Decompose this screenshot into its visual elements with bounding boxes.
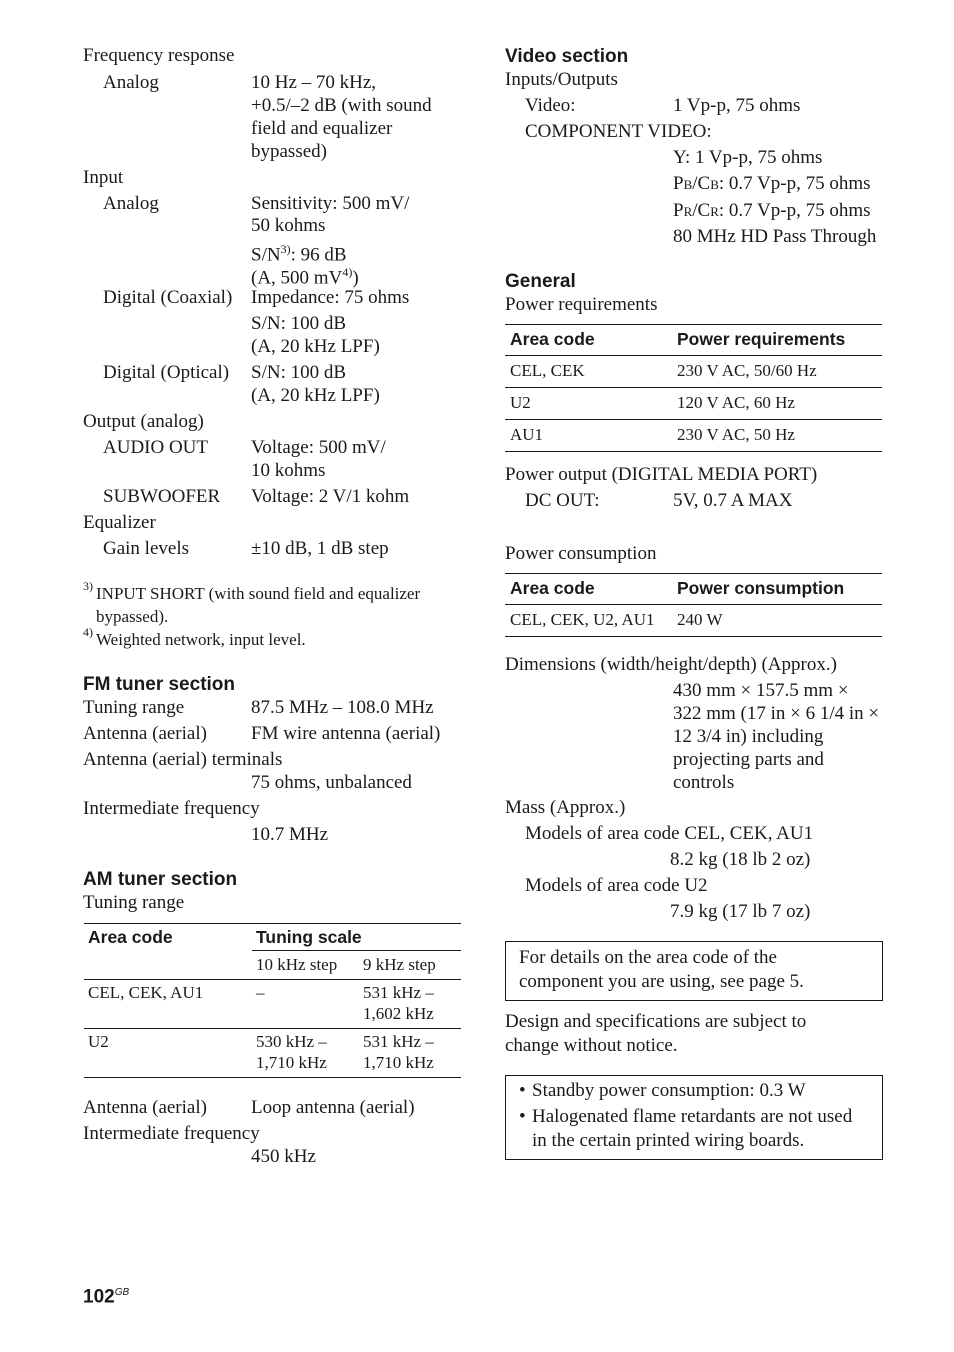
design-note-line-2: change without notice. (505, 1035, 678, 1056)
footnote-3-line-2: bypassed). (96, 607, 169, 626)
power-table-top-rule (505, 324, 882, 325)
freq-analog-value-3: field and equalizer (251, 118, 393, 139)
power-output-label: Power output (DIGITAL MEDIA PORT) (505, 464, 818, 485)
am-tuner-heading: AM tuner section (83, 869, 238, 890)
power-table-row-rule-2 (505, 419, 882, 420)
dc-out-value: 5V, 0.7 A MAX (673, 490, 793, 511)
input-coax-value-2: S/N: 100 dB (251, 313, 347, 334)
am-tuning-range-label: Tuning range (83, 892, 185, 913)
power-table-header-area: Area code (510, 329, 595, 349)
power-table-row-3-value: 230 V AC, 50 Hz (677, 425, 795, 444)
power-table-row-2-value: 120 V AC, 60 Hz (677, 393, 795, 412)
standby-item-2-line-2: in the certain printed wiring boards. (532, 1130, 805, 1151)
fm-if-label: Intermediate frequency (83, 798, 260, 819)
consumption-table-row-1-area: CEL, CEK, U2, AU1 (510, 610, 655, 629)
input-coax-label: Digital (Coaxial) (103, 287, 233, 308)
dimensions-label: Dimensions (width/height/depth) (Approx.) (505, 654, 837, 675)
input-sensitivity-1: Sensitivity: 500 mV/ (251, 193, 410, 214)
am-table-row-2-area: U2 (88, 1032, 109, 1051)
power-table-row-2-area: U2 (510, 393, 531, 412)
mass-models-2-value: 7.9 kg (17 lb 7 oz) (670, 901, 811, 922)
freq-response-label: Frequency response (83, 45, 235, 66)
footnote-ref-3: 3) (280, 242, 291, 256)
am-table-row-2-9khz-2: 1,710 kHz (363, 1053, 434, 1072)
footnote-3-line-1: INPUT SHORT (with sound field and equalizer (96, 584, 421, 603)
consumption-table-header-value: Power consumption (677, 578, 845, 598)
power-table-row-3-area: AU1 (510, 425, 544, 444)
fm-tuning-range-value: 87.5 MHz – 108.0 MHz (251, 697, 434, 718)
am-antenna-label: Antenna (aerial) (83, 1097, 207, 1118)
am-table-sub-rule (252, 950, 461, 951)
mass-models-2-label: Models of area code U2 (525, 875, 708, 896)
input-analog-label: Analog (103, 193, 159, 214)
dimensions-value-3: 12 3/4 in) including (673, 726, 824, 747)
mass-models-1-value: 8.2 kg (18 lb 2 oz) (670, 849, 811, 870)
audio-out-value-1: Voltage: 500 mV/ (251, 437, 386, 458)
input-sn: $S/N^{3)}$: 96 dB (251, 242, 347, 266)
power-requirements-label: Power requirements (505, 294, 658, 315)
mass-label: Mass (Approx.) (505, 797, 626, 818)
freq-analog-value-1: 10 Hz – 70 kHz, (251, 72, 377, 93)
input-coax-value-3: (A, 20 kHz LPF) (251, 336, 380, 357)
am-table-row-2-10khz-1: 530 kHz – (256, 1032, 327, 1051)
page-number-value: 102 (83, 1286, 115, 1308)
footnote-3-mark: 3) (83, 579, 93, 593)
am-table-row-1-9khz-1: 531 kHz – (363, 983, 434, 1002)
power-consumption-label: Power consumption (505, 543, 657, 564)
mass-models-1-label: Models of area code CEL, CEK, AU1 (525, 823, 814, 844)
consumption-table-bottom-rule (505, 636, 882, 637)
power-table-bottom-rule (505, 451, 882, 452)
input-sensitivity-2: 50 kohms (251, 215, 326, 236)
dimensions-value-1: 430 mm × 157.5 mm × (673, 680, 849, 701)
am-table-row-1-area: CEL, CEK, AU1 (88, 983, 204, 1002)
standby-item-1: Standby power consumption: 0.3 W (532, 1080, 806, 1101)
fm-if-value: 10.7 MHz (251, 824, 329, 845)
page-number-suffix: GB (114, 1287, 130, 1298)
fm-antenna-value: FM wire antenna (aerial) (251, 723, 441, 744)
gain-levels-value: ±10 dB, 1 dB step (251, 538, 389, 559)
area-code-note-line-1: For details on the area code of the (519, 947, 777, 968)
input-coax-value-1: Impedance: 75 ohms (251, 287, 410, 308)
input-optical-value-1: S/N: 100 dB (251, 362, 347, 383)
dc-out-label: DC OUT: (525, 490, 600, 511)
am-if-label: Intermediate frequency (83, 1123, 260, 1144)
am-table-row-1-10khz: – (256, 983, 265, 1002)
component-pr-value: PR/CR: 0.7 Vp-p, 75 ohms (673, 200, 871, 221)
am-table-header-rule (84, 979, 461, 980)
video-io-label: Inputs/Outputs (505, 69, 618, 90)
consumption-table-header-rule (505, 604, 882, 605)
subwoofer-label: SUBWOOFER (103, 486, 221, 507)
audio-out-value-2: 10 kohms (251, 460, 326, 481)
power-table-header-value: Power requirements (677, 329, 846, 349)
input-a-level: (A, 500 $mV^{4)}$) (251, 265, 359, 289)
general-heading: General (505, 271, 576, 292)
dimensions-value-5: controls (673, 772, 735, 793)
input-optical-value-2: (A, 20 kHz LPF) (251, 385, 380, 406)
hd-pass-through-value: 80 MHz HD Pass Through (673, 226, 877, 247)
subwoofer-value: Voltage: 2 V/1 kohm (251, 486, 410, 507)
am-table-sub-10khz: 10 kHz step (256, 955, 338, 974)
component-pb-value: PB/CB: 0.7 Vp-p, 75 ohms (673, 173, 871, 194)
area-code-note-line-2: component you are using, see page 5. (519, 971, 804, 992)
fm-antenna-label: Antenna (aerial) (83, 723, 207, 744)
am-table-row-2-9khz-1: 531 kHz – (363, 1032, 434, 1051)
am-table-row-1-9khz-2: 1,602 kHz (363, 1004, 434, 1023)
dimensions-value-2: 322 mm (17 in × 6 1/4 in × (673, 703, 880, 724)
consumption-table-header-area: Area code (510, 578, 595, 598)
footnote-ref-4: 4) (342, 265, 353, 279)
am-table-row-rule (84, 1028, 461, 1029)
am-table-bottom-rule (84, 1077, 461, 1078)
footnote-4-text: Weighted network, input level. (96, 630, 306, 649)
consumption-table-top-rule (505, 573, 882, 574)
fm-terminals-label: Antenna (aerial) terminals (83, 749, 283, 770)
footnote-4-mark: 4) (83, 625, 93, 639)
design-note-line-1: Design and specifications are subject to (505, 1011, 807, 1032)
am-table-sub-9khz: 9 kHz step (363, 955, 436, 974)
input-optical-label: Digital (Optical) (103, 362, 230, 383)
video-value: 1 Vp-p, 75 ohms (673, 95, 801, 116)
component-video-label: COMPONENT VIDEO: (525, 121, 712, 142)
power-table-row-1-area: CEL, CEK (510, 361, 585, 380)
am-table-row-2-10khz-2: 1,710 kHz (256, 1053, 327, 1072)
power-table-header-rule (505, 355, 882, 356)
standby-item-2-line-1: Halogenated flame retardants are not used (532, 1106, 853, 1127)
am-table-header-scale: Tuning scale (256, 927, 362, 947)
gain-levels-label: Gain levels (103, 538, 190, 559)
power-table-row-1-value: 230 V AC, 50/60 Hz (677, 361, 817, 380)
dimensions-value-4: projecting parts and (673, 749, 824, 770)
freq-analog-label: Analog (103, 72, 159, 93)
freq-analog-value-2: +0.5/–2 dB (with sound (251, 95, 432, 116)
consumption-table-row-1-value: 240 W (677, 610, 723, 629)
power-table-row-rule-1 (505, 387, 882, 388)
output-label: Output (analog) (83, 411, 204, 432)
video-section-heading: Video section (505, 46, 629, 67)
equalizer-label: Equalizer (83, 512, 156, 533)
standby-bullet-2: • (519, 1106, 526, 1127)
standby-bullet-1: • (519, 1080, 526, 1101)
fm-terminals-value: 75 ohms, unbalanced (251, 772, 412, 793)
input-label: Input (83, 167, 124, 188)
audio-out-label: AUDIO OUT (103, 437, 209, 458)
am-if-value: 450 kHz (251, 1146, 316, 1167)
component-y-value: Y: 1 Vp-p, 75 ohms (673, 147, 823, 168)
video-label: Video: (525, 95, 576, 116)
am-table-header-area: Area code (88, 927, 173, 947)
am-table-top-rule (84, 923, 461, 924)
page-number (83, 1281, 129, 1309)
fm-tuning-range-label: Tuning range (83, 697, 185, 718)
am-antenna-value: Loop antenna (aerial) (251, 1097, 415, 1118)
fm-tuner-heading: FM tuner section (83, 674, 236, 695)
freq-analog-value-4: bypassed) (251, 141, 327, 162)
